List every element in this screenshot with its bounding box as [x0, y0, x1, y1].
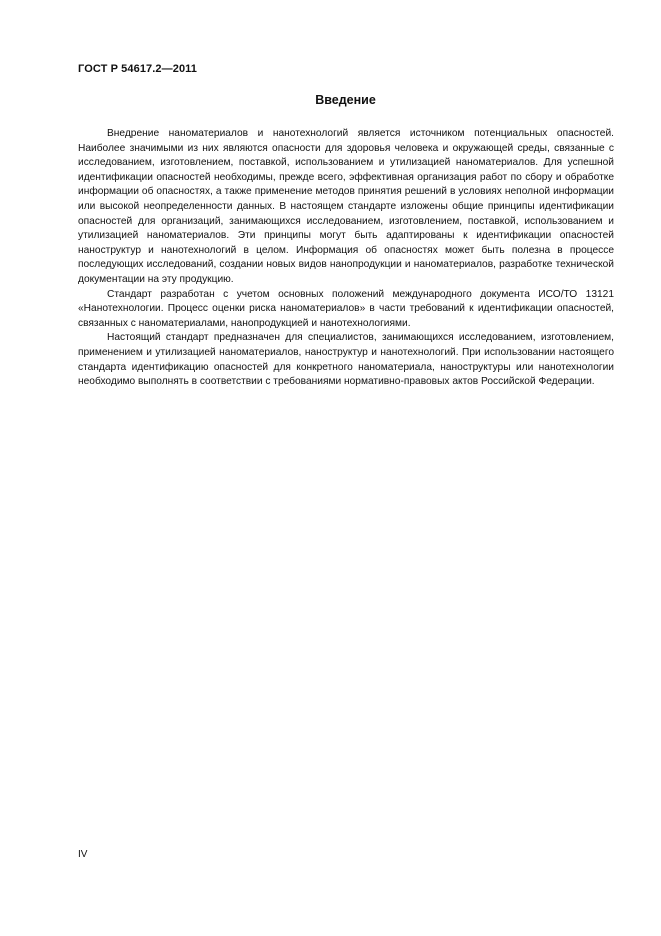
document-id: ГОСТ Р 54617.2—2011: [78, 63, 198, 75]
paragraph-1: Внедрение наноматериалов и нанотехнологий является источником потенциальных опасностей. Наиболее значимыми из них являются опасности для здоровья человека и окружающей среды, связанные с исследованием, изготовлением, поставкой, использованием и утилизацией наноматериалов. Для успешной идентификации опасностей необходимы, прежде всего, эффективная организация работ по сбору и обработке информации об опасностях, а также применение методов принятия решений в условиях неполной информации или высокой неопределенности данных. В настоящем стандарте изложены общие принципы идентификации опасностей для организаций, занимающихся исследованием, изготовлением, поставкой, использованием и утилизацией наноматериалов. Эти принципы могут быть адаптированы к идентификации опасностей наноструктур и нанотехнологий в целом. Информация об опасностях может быть полезна в процессе последующих исследований, создании новых видов нанопродукции и наноматериалов, разработке технической документации на эту продукцию.: [78, 128, 614, 285]
page-number: IV: [78, 849, 88, 860]
paragraph-3: Настоящий стандарт предназначен для специалистов, занимающихся исследованием, изготовлением, применением и утилизацией наноматериалов, наноструктур и нанотехнологий. При использовании настоящего стандарта идентификацию опасностей для конкретного наноматериала, наноструктуры или нанотехнологии необходимо выполнять в соответствии с требованиями нормативно-правовых актов Российской Федерации.: [78, 332, 614, 388]
section-title: Введение: [315, 93, 376, 107]
body-text: [78, 127, 614, 390]
paragraph-2: Стандарт разработан с учетом основных положений международного документа ИСО/ТО 13121 «Нанотехнологии. Процесс оценки риска наноматериалов» в части требований к идентификации опасностей, связанных с наноматериалами, нанопродукцией и нанотехнологиями.: [78, 288, 614, 329]
